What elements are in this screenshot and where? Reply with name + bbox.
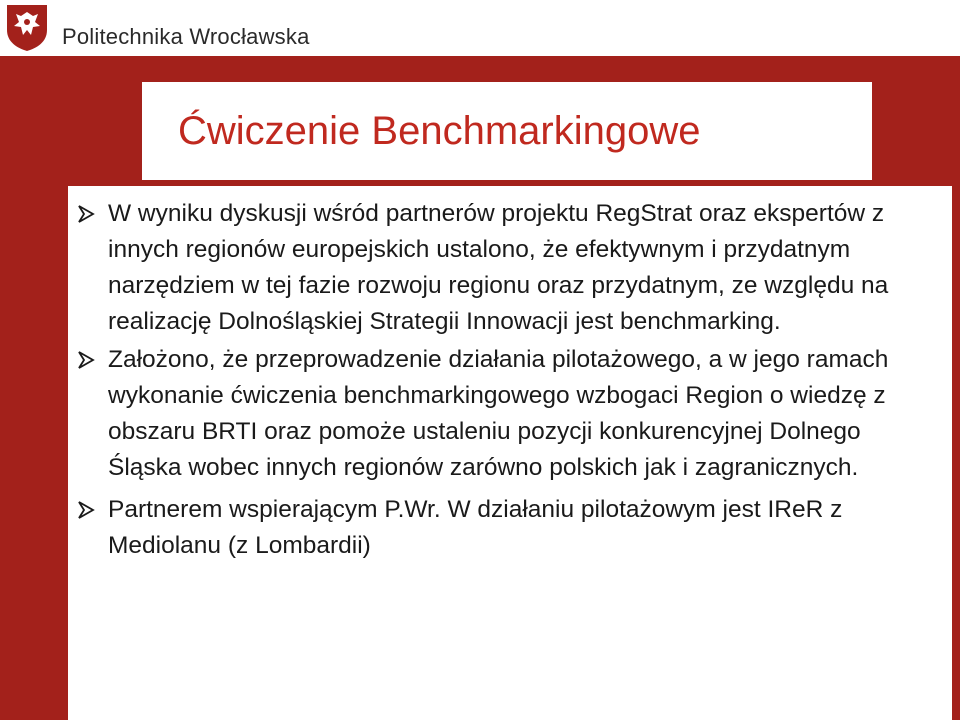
- bullet-item: [74, 196, 934, 340]
- header: [0, 0, 960, 56]
- bullet-list: [74, 196, 934, 566]
- right-border-strip: [952, 186, 960, 720]
- arrowhead-bullet-icon: [76, 204, 96, 224]
- bullet-item: [74, 492, 934, 564]
- bullet-text: Założono, że przeprowadzenie działania pilotażowego, a w jego ramach wykonanie ćwiczenia benchmarkingowego wzbogaci Region o wiedzę z obszaru BRTI oraz pomoże ustaleniu pozycji konkurencyjnej Dolnego Śląska wobec innych regionów zarówno polskich jak i zagranicznych.: [108, 346, 889, 481]
- university-name: Politechnika Wrocławska: [62, 24, 310, 49]
- arrowhead-bullet-icon: [76, 350, 96, 370]
- arrowhead-bullet-icon: [76, 500, 96, 520]
- university-logo: [4, 2, 50, 52]
- left-border-strip: [0, 186, 68, 720]
- bullet-text: Partnerem wspierającym P.Wr. W działaniu pilotażowym jest IReR z Mediolanu (z Lombardii): [108, 496, 843, 559]
- title-box: [142, 82, 872, 180]
- bullet-text: W wyniku dyskusji wśród partnerów projektu RegStrat oraz ekspertów z innych regionów europejskich ustalono, że efektywnym i przydatnym narzędziem w tej fazie rozwoju regionu oraz przydatnym, ze względu na realizację Dolnośląskiej Strategii Innowacji jest benchmarking.: [108, 200, 889, 335]
- bullet-item: [74, 342, 934, 486]
- slide-title: Ćwiczenie Benchmarkingowe: [178, 108, 701, 153]
